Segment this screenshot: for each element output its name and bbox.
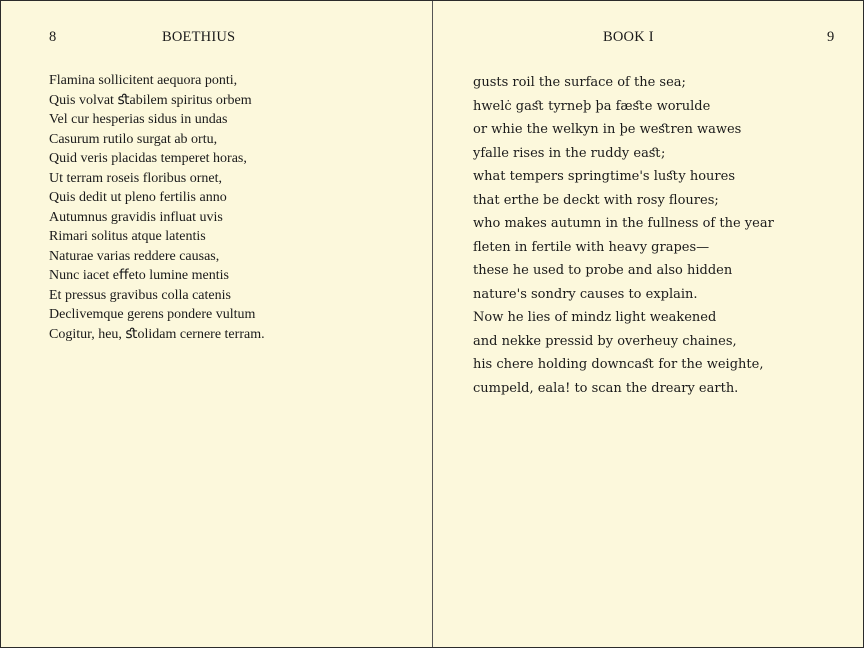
english-verse — [473, 71, 774, 400]
verse-line: Naturae varias reddere causas, — [49, 248, 220, 264]
verse-line: Et pressus gravibus colla catenis — [49, 287, 231, 303]
verse-line: fleten in fertile with heavy grapes— — [473, 239, 710, 255]
verse-line: Declivemque gerens pondere vultum — [49, 307, 256, 322]
verse-line: Cogitur, heu, ﬆolidam cernere terram. — [49, 326, 265, 342]
verse-line: Flamina sollicitent aequora ponti, — [49, 73, 238, 88]
verse-line: Vel cur hesperias sidus in undas — [49, 112, 228, 127]
latin-verse — [49, 71, 265, 344]
verse-line: and nekke pressid by overheuy chaines, — [473, 333, 737, 349]
verse-line: gusts roil the surface of the sea; — [473, 75, 686, 90]
verse-line: cumpeld, eala! to scan the dreary earth. — [473, 380, 739, 396]
right-page-number: 9 — [827, 29, 835, 45]
verse-line: who makes autumn in the fullness of the year — [473, 216, 774, 231]
verse-line: what tempers springtime's luﬆy houres — [473, 169, 736, 184]
verse-line: hwelċ gaﬆ tyrneþ þa fæﬆe worulde — [473, 98, 711, 114]
verse-line: Autumnus gravidis influat uvis — [49, 209, 223, 225]
left-page-number: 8 — [49, 29, 57, 45]
verse-line: his chere holding downcaﬆ for the weighte, — [473, 357, 764, 372]
left-page — [1, 1, 432, 647]
verse-line: that erthe be deckt with rosy floures; — [473, 192, 719, 208]
verse-line: Quid veris placidas temperet horas, — [49, 151, 247, 166]
right-running-head: BOOK I — [603, 29, 654, 45]
verse-line: these he used to probe and also hidden — [473, 263, 733, 278]
verse-line: Ut terram roseis floribus ornet, — [49, 170, 223, 186]
verse-line: yfalle rises in the ruddy eaﬆ; — [473, 145, 666, 161]
verse-line: Quis dedit ut pleno fertilis anno — [49, 190, 227, 205]
verse-line: nature's sondry causes to explain. — [473, 286, 698, 302]
verse-line: or whie the welkyn in þe weﬆren wawes — [473, 122, 742, 137]
verse-line: Quis volvat ﬆabilem spiritus orbem — [49, 92, 252, 108]
verse-line: Nunc iacet eﬀeto lumine mentis — [49, 268, 229, 283]
verse-line: Now he lies of mindz light weakened — [473, 310, 717, 325]
right-page — [433, 1, 863, 647]
left-running-head: BOETHIUS — [162, 29, 236, 45]
verse-line: Casurum rutilo surgat ab ortu, — [49, 131, 218, 147]
verse-line: Rimari solitus atque latentis — [49, 229, 206, 244]
